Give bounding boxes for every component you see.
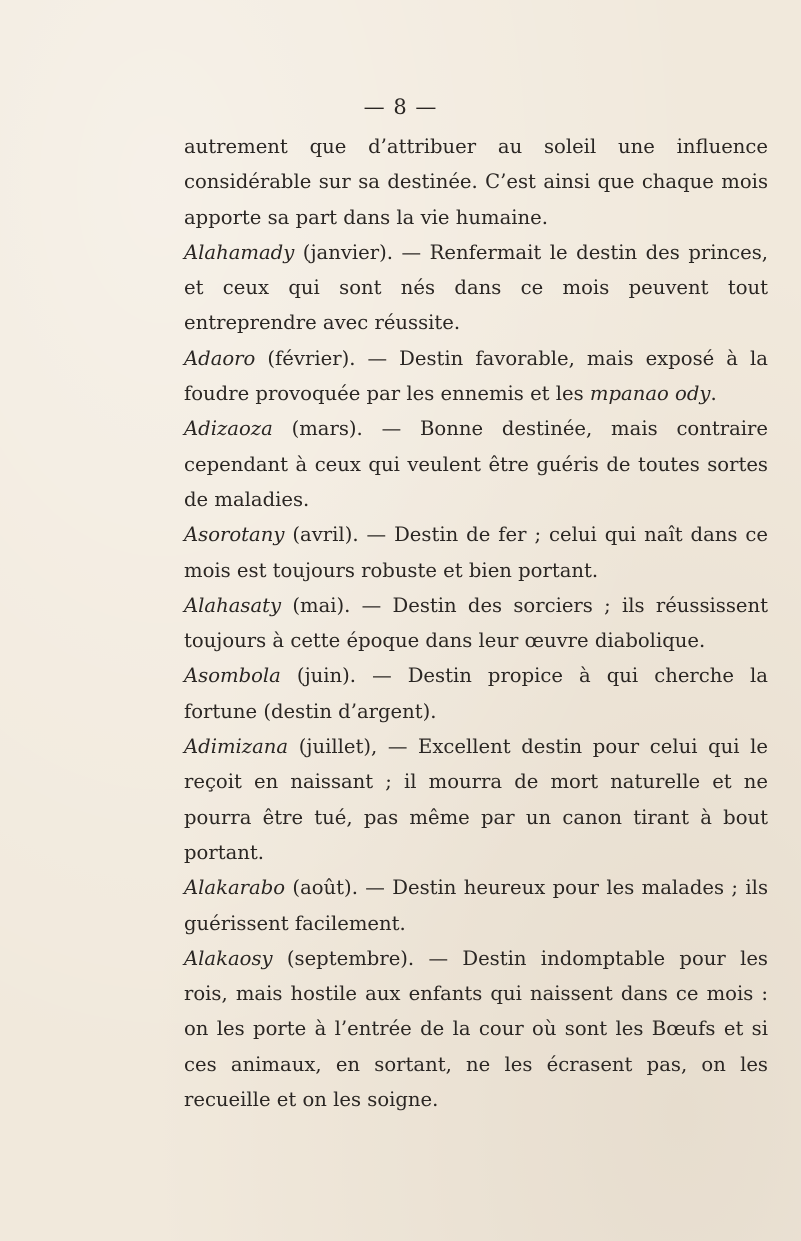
entry-text: (septembre). — Destin indomptable pour les rois, mais hostile aux enfants qui naissent dans ce mois : on les porte à l’entrée de la cour où sont les Bœufs et si ces animaux, en sortant, ne les écrasent pas, on les recueille et on les soigne. bbox=[184, 946, 768, 1112]
month-name: Alahamady bbox=[184, 240, 295, 264]
entry-paragraph bbox=[184, 729, 768, 870]
entry-text: (juin). — Destin propice à qui cherche la fortune (destin d’argent). bbox=[184, 664, 768, 723]
entry-paragraph bbox=[184, 941, 768, 1117]
month-name: Alahasaty bbox=[184, 593, 282, 617]
entry-text: (janvier). — Renfermait le destin des princes, et ceux qui sont nés dans ce mois peuvent tout entreprendre avec réussite. bbox=[184, 240, 768, 335]
entry-paragraph bbox=[184, 235, 768, 341]
page-body bbox=[184, 129, 768, 1117]
entry-paragraph bbox=[184, 517, 768, 588]
entry-text-end: . bbox=[710, 382, 717, 406]
month-name: Alakarabo bbox=[184, 876, 286, 900]
month-name: Adizaoza bbox=[184, 417, 273, 441]
entry-paragraph bbox=[184, 588, 768, 659]
intro-paragraph: autrement que d’attribuer au soleil une influence considérable sur sa destinée. C’est ainsi que chaque mois apporte sa part dans la vie humaine. bbox=[184, 135, 768, 229]
entry-text: (mai). — Destin des sorciers ; ils réussissent toujours à cette époque dans leur œuvre diabolique. bbox=[184, 593, 768, 653]
month-name: Asorotany bbox=[184, 523, 285, 547]
page-number: — 8 — bbox=[363, 95, 438, 119]
entry-paragraph bbox=[184, 870, 768, 941]
month-name: Adaoro bbox=[184, 346, 256, 370]
entry-paragraph bbox=[184, 658, 768, 729]
entry-text: (avril). — Destin de fer ; celui qui naît dans ce mois est toujours robuste et bien portant. bbox=[184, 523, 768, 582]
entry-paragraph bbox=[184, 341, 768, 412]
entry-text: (mars). — Bonne destinée, mais contraire cependant à ceux qui veulent être guéris de toutes sortes de maladies. bbox=[184, 417, 768, 511]
term-mpanao-ody: mpanao ody bbox=[589, 382, 711, 406]
entry-text: (juillet), — Excellent destin pour celui qui le reçoit en naissant ; il mourra de mort naturelle et ne pourra être tué, pas même par un canon tirant à bout portant. bbox=[184, 735, 768, 864]
month-name: Asombola bbox=[184, 664, 281, 688]
entry-text: (février). — Destin favorable, mais exposé à la foudre provoquée par les ennemis et les bbox=[184, 346, 768, 406]
entry-paragraph bbox=[184, 411, 768, 517]
entry-text: (août). — Destin heureux pour les malades ; ils guérissent facilement. bbox=[184, 876, 768, 935]
month-name: Adimizana bbox=[184, 735, 289, 759]
month-name: Alakaosy bbox=[184, 946, 273, 970]
